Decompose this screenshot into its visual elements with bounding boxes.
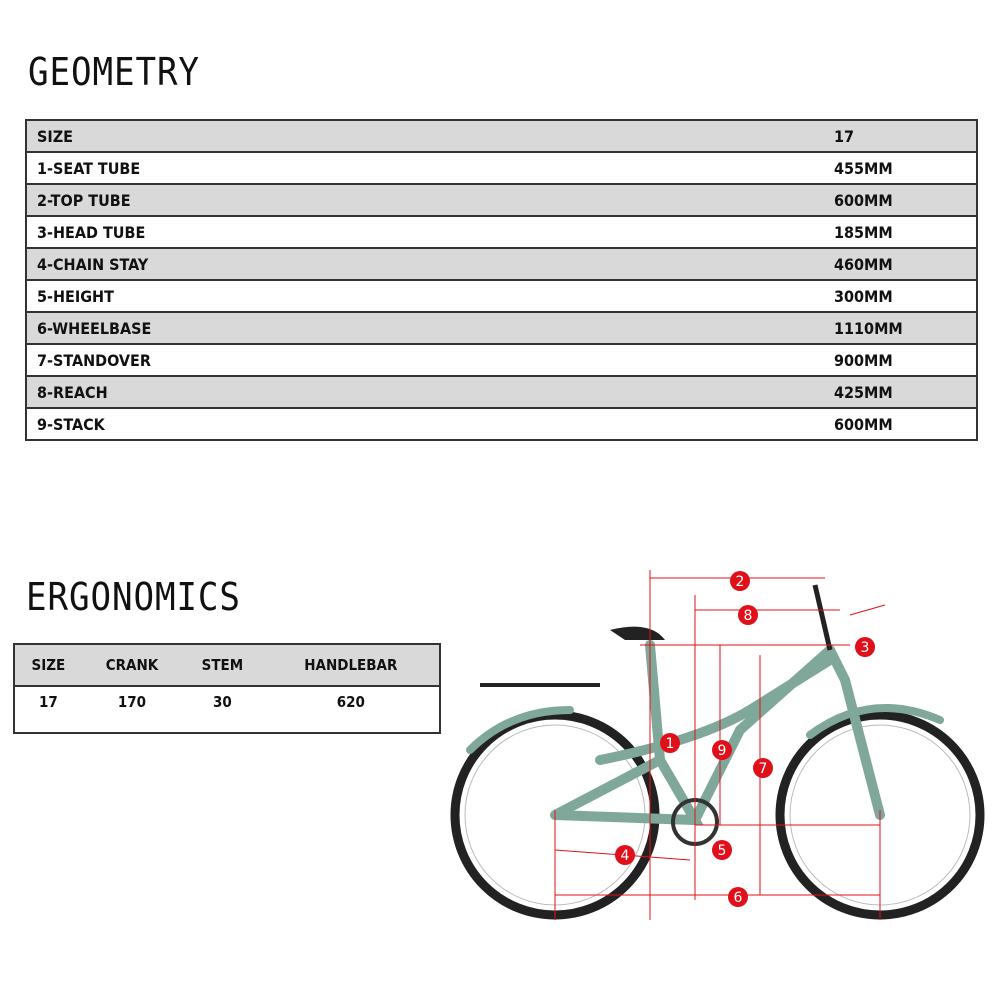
geometry-row <box>26 248 977 280</box>
saddle <box>610 627 665 640</box>
marker-label: 4 <box>620 848 630 864</box>
geometry-value: 900MM <box>834 344 977 376</box>
geometry-value: 425MM <box>834 376 977 408</box>
geometry-value: 17 <box>834 120 977 152</box>
geometry-label: 7-STANDOVER <box>26 344 834 376</box>
header-size: SIZE <box>14 644 82 686</box>
value-crank: 170 <box>117 693 147 711</box>
geometry-value: 600MM <box>834 184 977 216</box>
marker-label: 2 <box>735 574 745 590</box>
value-size: 17 <box>38 693 58 711</box>
geometry-label: 1-SEAT TUBE <box>26 152 834 184</box>
marker-label: 5 <box>717 843 727 859</box>
geometry-row <box>26 312 977 344</box>
geometry-label: 2-TOP TUBE <box>26 184 834 216</box>
ergonomics-title: ERGONOMICS <box>26 575 241 619</box>
bike-geometry-diagram <box>450 560 990 940</box>
marker-label: 9 <box>717 743 727 759</box>
geometry-label: 5-HEIGHT <box>26 280 834 312</box>
geometry-row <box>26 344 977 376</box>
header-crank: CRANK <box>82 644 182 686</box>
geometry-row <box>26 280 977 312</box>
geometry-title: GEOMETRY <box>28 50 200 94</box>
marker-label: 1 <box>665 736 675 752</box>
ergonomics-table <box>13 643 441 734</box>
ergonomics-header-row <box>14 644 440 686</box>
geometry-table <box>25 119 978 441</box>
marker-label: 7 <box>758 761 768 777</box>
geometry-value: 185MM <box>834 216 977 248</box>
geometry-row <box>26 184 977 216</box>
bike-frame <box>470 645 940 820</box>
geometry-value: 600MM <box>834 408 977 440</box>
geometry-row <box>26 408 977 440</box>
marker-label: 8 <box>743 608 753 624</box>
geometry-value: 300MM <box>834 280 977 312</box>
geometry-label: 3-HEAD TUBE <box>26 216 834 248</box>
marker-label: 3 <box>860 640 870 656</box>
geometry-row <box>26 216 977 248</box>
geometry-row <box>26 376 977 408</box>
header-stem: STEM <box>182 644 262 686</box>
handlebar-stem <box>815 585 830 650</box>
marker-label: 6 <box>733 890 743 906</box>
geometry-label: 6-WHEELBASE <box>26 312 834 344</box>
geometry-label: 8-REACH <box>26 376 834 408</box>
geometry-label: 9-STACK <box>26 408 834 440</box>
geometry-label: 4-CHAIN STAY <box>26 248 834 280</box>
geometry-value: 460MM <box>834 248 977 280</box>
value-stem: 30 <box>213 693 232 711</box>
header-handlebar: HANDLEBAR <box>263 644 440 686</box>
geometry-row <box>26 152 977 184</box>
value-handlebar: 620 <box>336 693 365 711</box>
geometry-value: 455MM <box>834 152 977 184</box>
geometry-value: 1110MM <box>834 312 977 344</box>
geometry-row <box>26 120 977 152</box>
ergonomics-value-row <box>14 686 440 733</box>
geometry-label: SIZE <box>26 120 834 152</box>
